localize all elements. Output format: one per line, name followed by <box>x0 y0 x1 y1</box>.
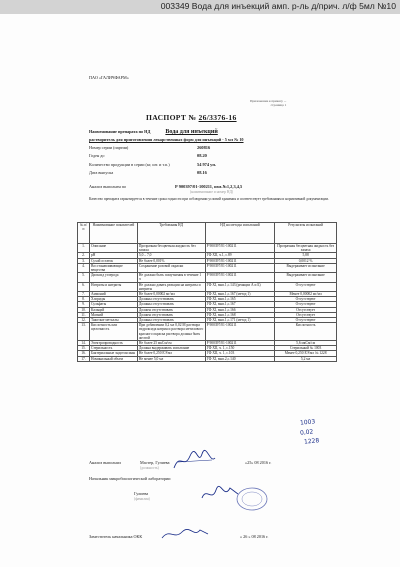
table-cell: Должен отсутствовать <box>137 307 205 312</box>
corner-note-line-1: Приложение к приказу ... <box>250 99 287 103</box>
signature-scribble-1 <box>172 448 217 474</box>
lab-head-name: Гулиева <box>134 491 149 496</box>
date-value: 08.16 <box>197 170 207 175</box>
table-cell: 5,6 мкСм/см <box>275 341 337 346</box>
table-cell: Не более 0,250 ЕЭ/мл <box>137 351 205 356</box>
name-sub: растворитель для приготовления лекарственных форм для инъекций - 5 мл № 10 <box>89 137 244 142</box>
quality-stamp <box>235 486 269 512</box>
quality-note: Качество препарата гарантируется в течение срока годности при соблюдении условий хранения и соответствует требованиям и нормативной документации. <box>89 197 329 201</box>
table-cell: Отсутствует <box>275 307 337 312</box>
series-label: Номер серии (партии) <box>89 145 129 150</box>
table-cell: 14. <box>78 341 90 346</box>
table-cell: 11. <box>78 312 90 317</box>
table-cell: Менее 0,250 ЕЭ/мл № 1228 <box>275 351 337 356</box>
table-cell: Отсутствуют <box>275 297 337 302</box>
table-cell: Нитраты и нитриты <box>89 282 137 291</box>
table-cell: Р 900397/01-100211 <box>205 273 275 282</box>
table-cell: ГФ XI, вып.2,с.140 <box>205 356 275 361</box>
table-cell: 17. <box>78 356 90 361</box>
valid-label: Годен до <box>89 153 105 158</box>
table-cell: ГФ XI, вып.1,с.165 <box>205 297 275 302</box>
table-cell: Кислотность <box>275 323 337 341</box>
table-cell: Не менее 5,0 мл <box>137 356 205 361</box>
table-cell: Р 900397/01-100211 <box>205 258 275 263</box>
table-cell: pH <box>89 253 137 258</box>
table-cell: Р 900397/01-100211 <box>205 323 275 341</box>
table-cell: 10. <box>78 307 90 312</box>
table-cell: ГФ XII, ч. 1, с.150 <box>205 346 275 351</box>
window-title: 003349 Вода для инъекций амп. р-ль д/прич. л/ф 5мл №10 <box>160 1 396 11</box>
qty-label: Количество продукции в серии (кг, шт. и т.п.) <box>89 162 170 167</box>
lab-head-sub: (фамилия) <box>134 497 150 501</box>
table-cell: 16. <box>78 351 90 356</box>
table-cell: 9. <box>78 302 90 307</box>
table-row <box>78 273 337 282</box>
results-table <box>77 222 337 362</box>
table-cell: При добавлении 0,2 мл 0,02 М раствора гидроксида натрия и раствора метилового красного окраска раствора должна быть желтой <box>138 323 204 340</box>
table-header-row <box>78 223 337 244</box>
signature-date: «25» 08 2016 г. <box>245 460 272 465</box>
table-cell: 15. <box>78 346 90 351</box>
table-row <box>78 356 337 361</box>
table-cell: 1. <box>78 244 90 253</box>
header-cell: Результаты испытаний <box>275 223 337 244</box>
qty-value: 54 974 уп. <box>197 162 216 167</box>
header-cell: НД на методы испытаний <box>205 223 275 244</box>
table-cell: ГФ XI, вып.1,с.166 <box>205 307 275 312</box>
table-cell: Сухой остаток <box>89 258 137 263</box>
table-cell: 5,2 мл <box>275 356 337 361</box>
title-prefix: ПАСПОРТ № <box>146 113 197 122</box>
table-cell: Выдерживает испытание <box>275 263 337 272</box>
table-cell: Не должно давать реакции на нитраты и нитриты <box>137 282 205 291</box>
table-cell: Кислотность или щелочность <box>89 323 137 341</box>
analysis-label: Анализ выполнен по <box>89 184 127 189</box>
table-row <box>78 341 337 346</box>
signature-scribble-2 <box>200 484 240 504</box>
table-cell: Отсутствует <box>275 312 337 317</box>
table-cell: ГФ XI, вып.1,с.167 (метод 1) <box>205 292 275 297</box>
table-row <box>78 323 337 341</box>
table-cell: Магний <box>89 312 137 317</box>
analysis-sub: (наименование и номер НД) <box>190 190 234 194</box>
table-cell: Не более 0,00002 мг/мл <box>137 292 205 297</box>
deputy-date: « 26 » 08 2016 г. <box>240 534 269 539</box>
header-cell: Наименование показателей <box>89 223 137 244</box>
series-value: 260816 <box>197 145 211 150</box>
valid-value: 08.20 <box>197 153 207 158</box>
table-cell: Тяжелые металлы <box>89 318 137 323</box>
handwritten-note-3: 1228 <box>303 437 320 446</box>
table-cell: 6. <box>78 282 90 291</box>
table-cell: Диоксид углерода <box>89 273 137 282</box>
table-cell: Должна выдерживать испытание <box>137 346 205 351</box>
date-label: Дата выпуска <box>89 170 114 175</box>
analysis-by-label: Анализ выполнил <box>89 460 121 465</box>
table-row <box>78 282 337 291</box>
corner-note <box>250 99 286 107</box>
table-cell: 7. <box>78 292 90 297</box>
table-cell: 0,0012 % <box>275 258 337 263</box>
corner-note-line-2: страница 1 <box>270 103 287 108</box>
table-cell: Сохранение розовой окраски <box>137 263 205 272</box>
table-row <box>78 318 337 323</box>
table-cell: Не более 25 мкСм/см <box>137 341 205 346</box>
table-cell: 12. <box>78 318 90 323</box>
table-cell: 8. <box>78 297 90 302</box>
table-cell: 5,88 <box>275 253 337 258</box>
table-cell: Бактериальные эндотоксины <box>89 351 137 356</box>
table-cell: Восстанавливающие вещества <box>89 263 137 272</box>
table-cell: ГФ XI, вып.1,с.171 (метод 1) <box>205 318 275 323</box>
table-cell: Стерильность <box>89 346 137 351</box>
table-cell: Прозрачная бесцветная жидкость без запаха <box>137 244 205 253</box>
table-row <box>78 244 337 253</box>
table-cell: 13. <box>78 323 90 341</box>
table-cell: Отсутствуют <box>275 318 337 323</box>
company-name: ПАО «ГАЛИЧФАРМ» <box>89 75 129 80</box>
table-cell: Хлориды <box>89 297 137 302</box>
table-cell: Р 900397/01-100211 <box>205 263 275 272</box>
analysis-value: Р 900397/01-100211, изм.№1,2,3,4,5 <box>175 184 243 189</box>
analysis-position: Мастер, Гулиева <box>140 460 170 465</box>
table-cell: Должны отсутствовать <box>137 318 205 323</box>
table-cell: ГФ XII, ч.1, с.89 <box>205 253 275 258</box>
table-cell: Должны отсутствовать <box>137 297 205 302</box>
table-cell: ГФ XI, вып.1,с.143 (реакции А и Б) <box>205 282 275 291</box>
lab-head-label: Начальник микробиологической лаборатории <box>89 476 171 481</box>
table-cell: Р 900397/01-100211 <box>205 244 275 253</box>
analysis-position-sub: (должность) <box>140 466 159 470</box>
table-cell: Не должно быть помутнения в течение 1 ч <box>137 273 205 282</box>
passport-title <box>146 113 237 122</box>
table-cell: Р 900397/01-100211 <box>205 341 275 346</box>
table-cell: Должен отсутствовать <box>137 312 205 317</box>
table-cell: ГФ XI, вып.1,с.167 <box>205 302 275 307</box>
header-cell: № п/п <box>78 223 90 244</box>
table-cell: 5. <box>78 273 90 282</box>
table-cell: Прозрачная бесцветная жидкость без запаха <box>275 244 337 253</box>
name-row <box>89 129 218 135</box>
table-row <box>78 263 337 272</box>
table-cell: Должны отсутствовать <box>137 302 205 307</box>
table-cell: Отсутствуют <box>275 282 337 291</box>
table-cell: Менее 0,00002 мг/мл <box>275 292 337 297</box>
table-cell: Описание <box>89 244 137 253</box>
table-cell: 5,0 – 7,0 <box>137 253 205 258</box>
table-cell: 2. <box>78 253 90 258</box>
name-label: Наименование препарата по НД <box>89 129 151 134</box>
window-title-bar <box>0 0 400 14</box>
table-cell: 3. <box>78 258 90 263</box>
signature-scribble-3 <box>160 526 210 542</box>
table-cell: Не более 0,001% <box>137 258 205 263</box>
table-cell: Стерильный № 1003 <box>275 346 337 351</box>
table-cell: 4. <box>78 263 90 272</box>
table-cell: Отсутствуют <box>275 302 337 307</box>
table-cell: Кальций <box>89 307 137 312</box>
table-cell: Аммоний <box>89 292 137 297</box>
table-cell: ГФ XI, вып.1,с.168 <box>205 312 275 317</box>
passport-number: 26/3376-16 <box>198 113 237 122</box>
deputy-head-label: Заместитель начальника ОКК <box>89 534 143 539</box>
table-row <box>78 351 337 356</box>
handwritten-note-2: 0,02 <box>299 428 314 437</box>
header-cell: Требования НД <box>137 223 205 244</box>
table-cell: Электропроводность <box>89 341 137 346</box>
table-cell: Выдерживает испытание <box>275 273 337 282</box>
document-page <box>0 14 400 567</box>
name-value: Вода для инъекций <box>165 129 218 135</box>
table-body <box>78 244 337 362</box>
table-cell: Номинальный объем <box>89 356 137 361</box>
handwritten-note-1: 1003 <box>299 418 316 427</box>
table-cell: Сульфаты <box>89 302 137 307</box>
table-cell: ГФ XII, ч. 1, с.103 <box>205 351 275 356</box>
